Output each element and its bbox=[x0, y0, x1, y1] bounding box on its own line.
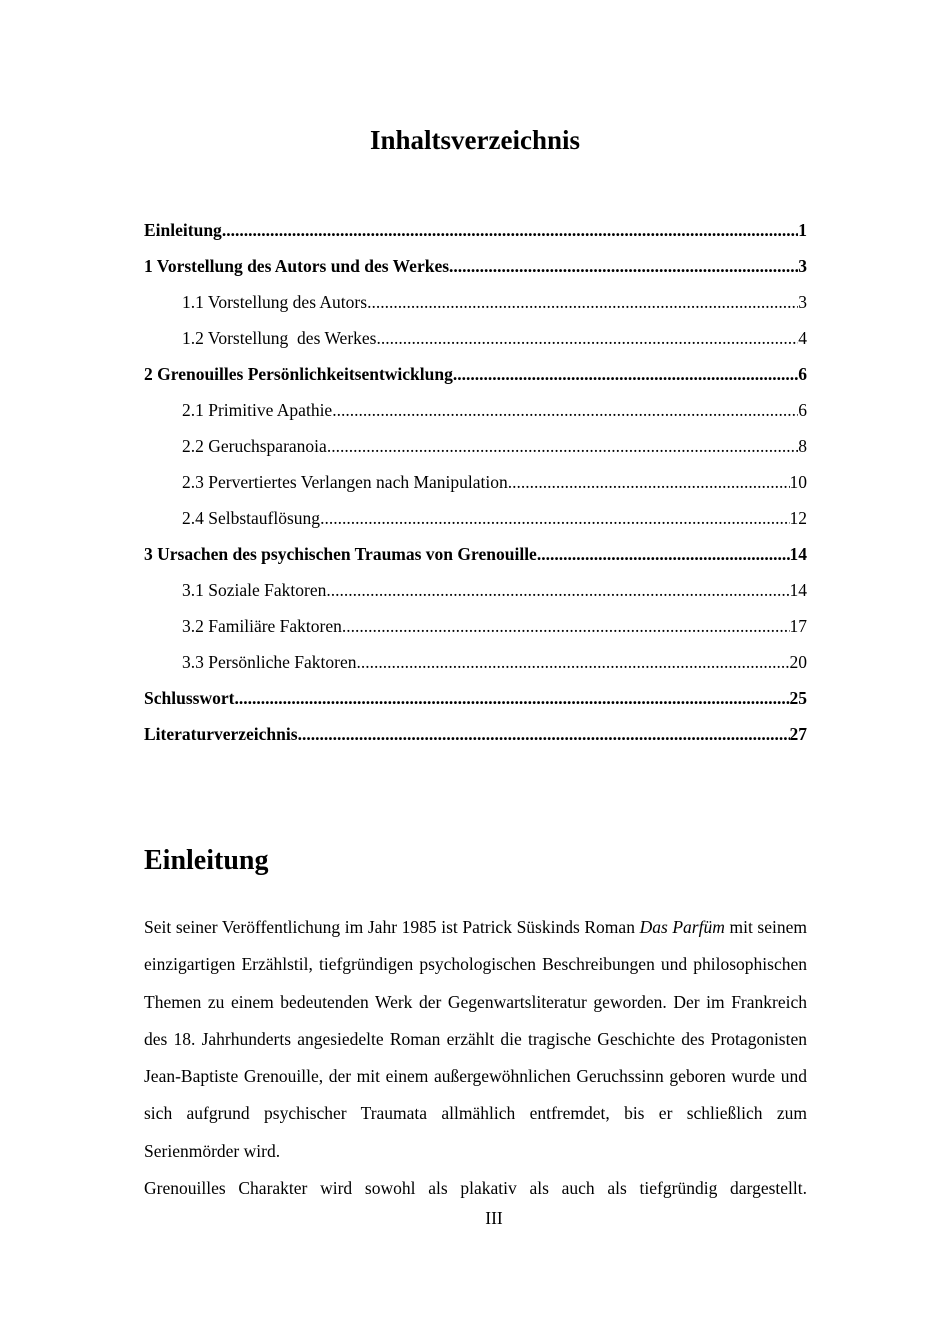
toc-leader-dots bbox=[332, 398, 798, 422]
toc-entry-page: 4 bbox=[798, 328, 807, 348]
toc-entry[interactable] bbox=[144, 542, 807, 578]
toc-entry-page: 25 bbox=[789, 688, 807, 708]
toc-leader-dots bbox=[342, 614, 790, 638]
toc-entry-page: 12 bbox=[789, 508, 807, 528]
toc-title: Inhaltsverzeichnis bbox=[369, 125, 580, 155]
section-heading: Einleitung bbox=[144, 845, 269, 876]
toc-entry-label: 2 Grenouilles Persönlichkeitsentwicklung bbox=[144, 364, 453, 384]
toc-entry-label: Schlusswort bbox=[144, 688, 235, 708]
toc-entry-label: 3 Ursachen des psychischen Traumas von Grenouille bbox=[144, 544, 537, 564]
toc-entry-page: 20 bbox=[789, 652, 807, 672]
toc-entry-page: 14 bbox=[789, 544, 807, 564]
toc-leader-dots bbox=[376, 326, 798, 350]
toc-entry[interactable] bbox=[144, 686, 807, 722]
page-number: III bbox=[485, 1208, 503, 1228]
toc-entry-label: 3.1 Soziale Faktoren bbox=[182, 580, 327, 600]
toc-entry[interactable] bbox=[144, 578, 807, 614]
toc-leader-dots bbox=[453, 362, 798, 386]
toc-entry[interactable] bbox=[144, 254, 807, 290]
toc-entry-label: 1 Vorstellung des Autors und des Werkes bbox=[144, 256, 450, 276]
toc-entry[interactable] bbox=[144, 506, 807, 542]
toc-entry-label: Einleitung bbox=[144, 220, 222, 240]
toc-entry[interactable] bbox=[144, 470, 807, 506]
toc-entry-page: 3 bbox=[798, 256, 807, 276]
toc-entry-label: 3.3 Persönliche Faktoren bbox=[182, 652, 357, 672]
toc-entry-label: 2.2 Geruchsparanoia bbox=[182, 436, 327, 456]
toc-entry[interactable] bbox=[144, 398, 807, 434]
book-title: Das Parfüm bbox=[639, 917, 725, 937]
toc-entry-page: 6 bbox=[798, 400, 807, 420]
toc-entry-page: 14 bbox=[789, 580, 807, 600]
toc-leader-dots bbox=[537, 542, 790, 566]
toc-entry-label: 2.1 Primitive Apathie bbox=[182, 400, 333, 420]
toc-entry-page: 17 bbox=[789, 616, 807, 636]
toc-entry-page: 10 bbox=[789, 472, 807, 492]
toc-leader-dots bbox=[222, 218, 798, 242]
toc-leader-dots bbox=[320, 506, 789, 530]
toc-entry-label: 2.3 Pervertiertes Verlangen nach Manipulation bbox=[182, 472, 508, 492]
paragraph: Grenouilles Charakter wird sowohl als plakativ als auch als tiefgründig dargestellt. bbox=[144, 1178, 807, 1199]
toc-entry-label: 1.1 Vorstellung des Autors bbox=[182, 292, 368, 312]
toc-leader-dots bbox=[367, 290, 798, 314]
toc-entry-page: 3 bbox=[798, 292, 807, 312]
toc-leader-dots bbox=[327, 434, 798, 458]
toc-leader-dots bbox=[326, 578, 789, 602]
toc-leader-dots bbox=[449, 254, 798, 278]
paragraph bbox=[144, 909, 807, 1170]
toc-entry-page: 8 bbox=[798, 436, 807, 456]
toc-entry[interactable] bbox=[144, 362, 807, 398]
toc-entry[interactable] bbox=[144, 326, 807, 362]
toc-leader-dots bbox=[234, 686, 789, 710]
toc-entry[interactable] bbox=[144, 290, 807, 326]
toc-entry-label: 2.4 Selbstauflösung bbox=[182, 508, 321, 528]
toc-entry[interactable] bbox=[144, 650, 807, 686]
toc-entry[interactable] bbox=[144, 434, 807, 470]
toc-entry-page: 27 bbox=[789, 724, 807, 744]
toc-leader-dots bbox=[356, 650, 789, 674]
table-of-contents bbox=[144, 218, 807, 758]
toc-entry[interactable] bbox=[144, 218, 807, 254]
toc-entry[interactable] bbox=[144, 722, 807, 758]
paragraph-text: Seit seiner Veröffentlichung im Jahr 1985 ist Patrick Süskinds Roman bbox=[144, 917, 640, 937]
toc-entry-label: 1.2 Vorstellung des Werkes bbox=[182, 328, 377, 348]
toc-leader-dots bbox=[508, 470, 790, 494]
toc-entry[interactable] bbox=[144, 614, 807, 650]
toc-entry-page: 6 bbox=[798, 364, 807, 384]
toc-entry-page: 1 bbox=[798, 220, 807, 240]
toc-entry-label: 3.2 Familiäre Faktoren bbox=[182, 616, 342, 636]
toc-leader-dots bbox=[298, 722, 790, 746]
toc-entry-label: Literaturverzeichnis bbox=[144, 724, 298, 744]
body-text bbox=[144, 909, 807, 1200]
paragraph-text: mit seinem einzigartigen Erzählstil, tiefgründigen psychologischen Beschreibungen und philosophischen Themen zu einem bedeutenden Werk der Gegenwartsliteratur geworden. Der im Frankreich des 18. Jahrhunderts angesiedelte Roman erzählt die tragische Geschichte des Protagonisten Jean-Baptiste Grenouille, der mit einem außergewöhnlichen Geruchssinn geboren wurde und sich aufgrund psychischer Traumata allmählich entfremdet, bis er schließlich zum Serienmörder wird. bbox=[144, 917, 808, 1161]
